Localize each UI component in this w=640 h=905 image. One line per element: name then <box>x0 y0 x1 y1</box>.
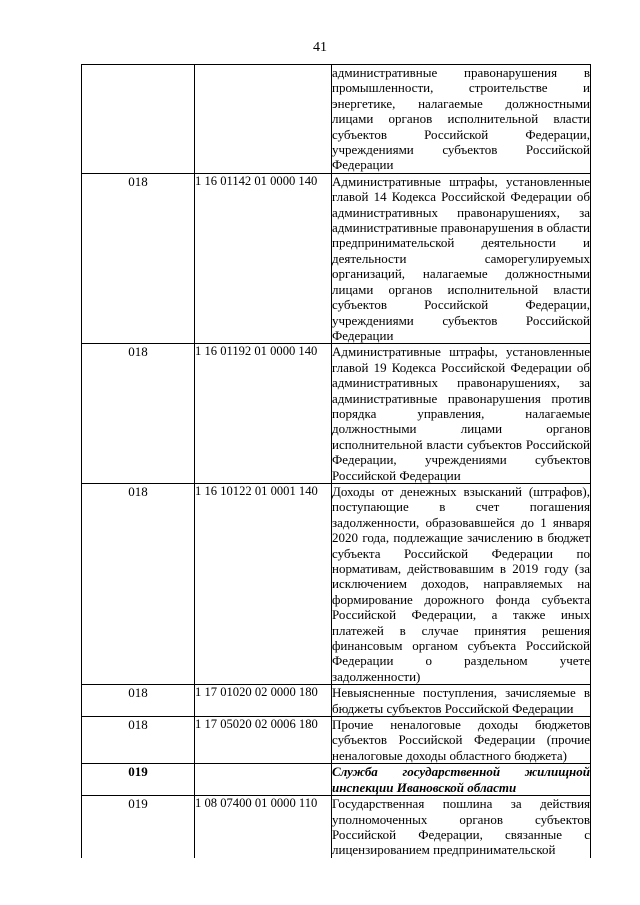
table-row <box>82 685 591 717</box>
description-cell: Административные штрафы, установленные главой 14 Кодекса Российской Федерации об административных правонарушениях, за административные правонарушения в области предпринимательской деятельности и деятельности саморегулируемых организаций, налагаемые должностными лицами органов исполнительной власти субъектов Российской Федерации, учреждениями субъектов Российской Федерации <box>332 173 590 343</box>
kbk-code-cell: 1 16 01192 01 0000 140 <box>195 344 332 484</box>
kbk-code-cell <box>195 65 332 174</box>
admin-code-cell: 018 <box>82 173 195 343</box>
table-row <box>82 796 591 858</box>
table-row <box>82 344 591 484</box>
table-row <box>82 483 591 684</box>
kbk-code-cell <box>195 764 332 796</box>
admin-code-cell: 019 <box>82 764 195 796</box>
description-cell: Прочие неналоговые доходы бюджетов субъектов Российской Федерации (прочие неналоговые доходы областного бюджета) <box>332 717 590 763</box>
admin-code-cell: 018 <box>82 344 195 484</box>
page-number: 41 <box>313 40 327 55</box>
description-cell: Доходы от денежных взысканий (штрафов), поступающие в счет погашения задолженности, образовавшейся до 1 января 2020 года, подлежащие зачислению в бюджет субъекта Российской Федерации по нормативам, действовавшим в 2019 году (за исключением доходов, направляемых на формирование дорожного фонда субъекта Российской Федерации, а также иных платежей в случае принятия решения финансовым органом субъекта Российской Федерации о раздельном учете задолженности) <box>332 483 590 684</box>
description-cell: Государственная пошлина за действия уполномоченных органов субъектов Российской Федерации, связанные с лицензированием предпринимательской <box>332 796 590 858</box>
table-row <box>82 173 591 343</box>
section-title-cell: Служба государственной жилищной инспекции Ивановской области <box>332 764 590 795</box>
table-row <box>82 717 591 764</box>
admin-code-cell: 018 <box>82 483 195 684</box>
kbk-code-cell: 1 16 10122 01 0001 140 <box>195 483 332 684</box>
table-row <box>82 65 591 174</box>
description-cell: Административные штрафы, установленные главой 19 Кодекса Российской Федерации об административных правонарушениях, за административные правонарушения против порядка управления, налагаемые должностными лицами органов исполнительной власти субъектов Российской Федерации, учреждениями субъектов Российской Федерации <box>332 344 590 483</box>
section-header-row <box>82 764 591 796</box>
admin-code-cell: 019 <box>82 796 195 858</box>
description-cell: административные правонарушения в промышленности, строительстве и энергетике, налагаемые должностными лицами органов исполнительной власти субъектов Российской Федерации, учреждениями субъектов Российской Федерации <box>332 65 590 173</box>
kbk-code-cell: 1 17 01020 02 0000 180 <box>195 685 332 717</box>
kbk-code-cell: 1 16 01142 01 0000 140 <box>195 173 332 343</box>
admin-code-cell: 018 <box>82 685 195 717</box>
admin-code-cell: 018 <box>82 717 195 764</box>
kbk-code-cell: 1 08 07400 01 0000 110 <box>195 796 332 858</box>
admin-code-cell <box>82 65 195 174</box>
revenue-table <box>81 64 591 858</box>
description-cell: Невыясненные поступления, зачисляемые в бюджеты субъектов Российской Федерации <box>332 685 590 716</box>
kbk-code-cell: 1 17 05020 02 0006 180 <box>195 717 332 764</box>
